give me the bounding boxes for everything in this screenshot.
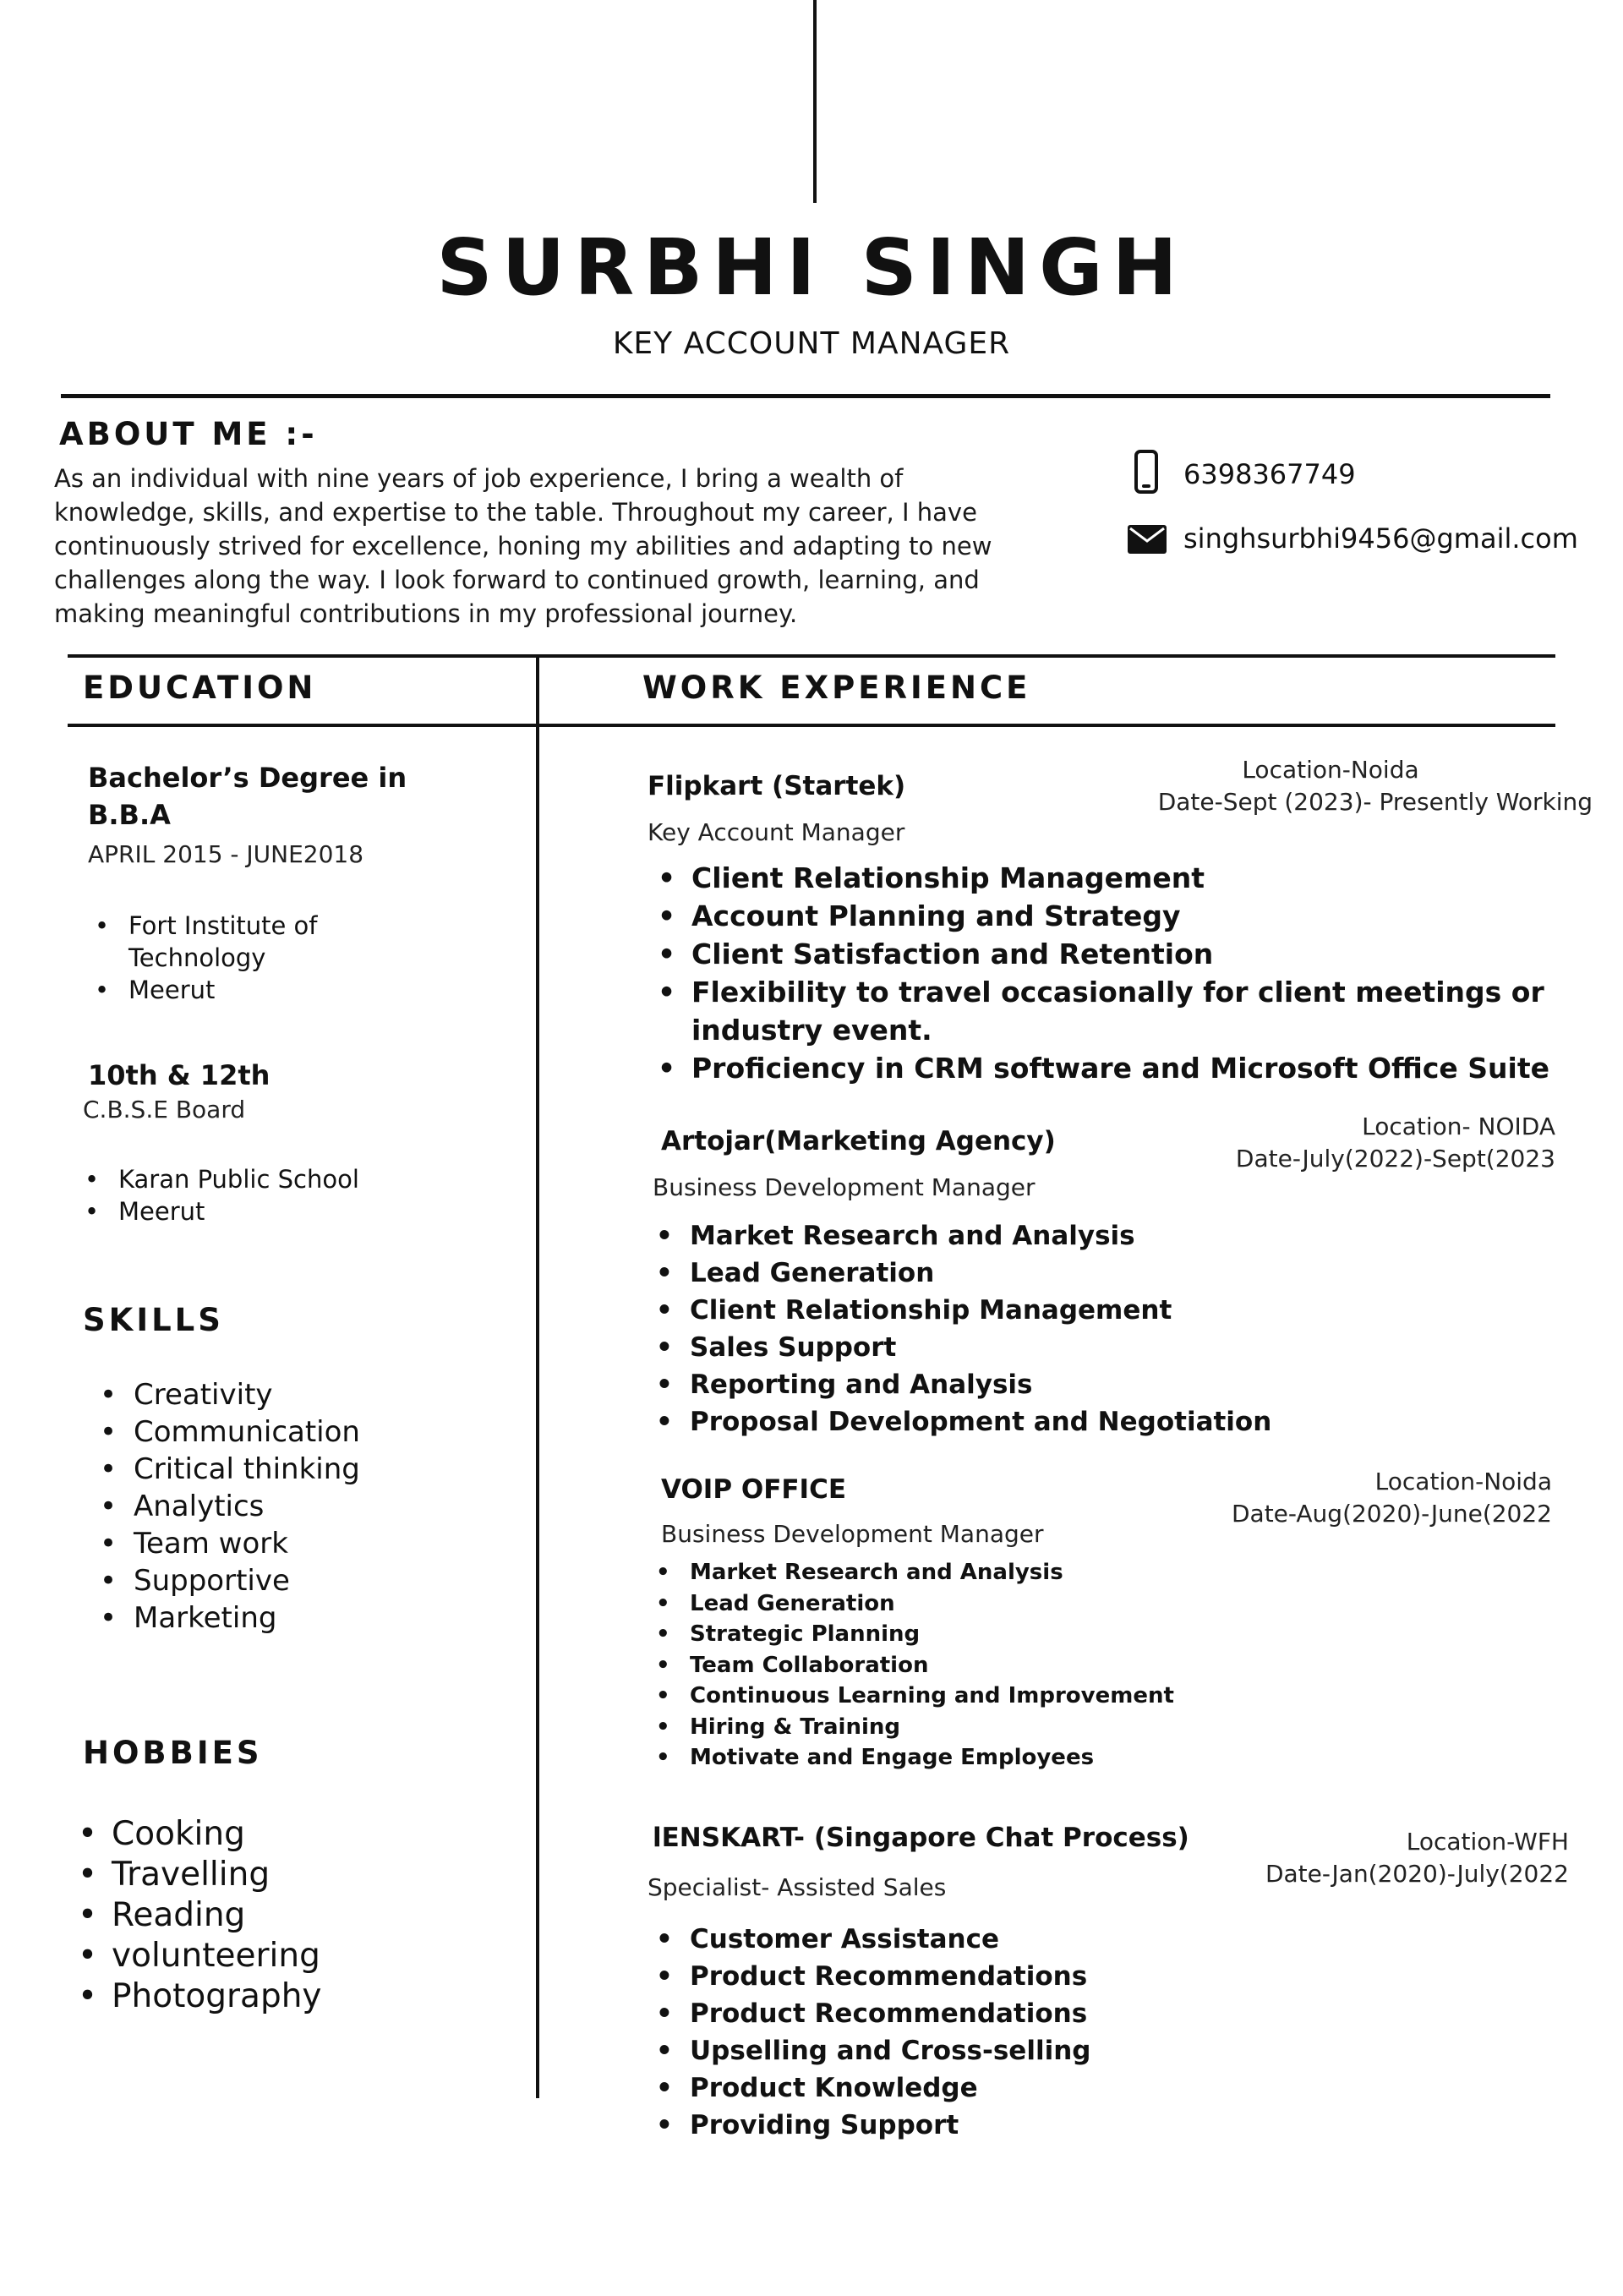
list-item: • Client Relationship Management xyxy=(691,859,1587,897)
hobby-item: • volunteering xyxy=(112,1936,322,1976)
about-line: As an individual with nine years of job experience, I bring a wealth of xyxy=(54,464,904,493)
section-top-divider xyxy=(68,654,1555,658)
list-item: • Customer Assistance xyxy=(690,1921,1535,1958)
skill-item: • Creativity xyxy=(134,1376,360,1413)
list-item: • Lead Generation xyxy=(690,1588,1535,1620)
hobby-item: • Travelling xyxy=(112,1855,322,1895)
list-item: • Product Recommendations xyxy=(690,1958,1535,1995)
list-item: • Market Research and Analysis xyxy=(690,1217,1535,1255)
job-duties xyxy=(690,1921,1535,2144)
about-heading: ABOUT ME :- xyxy=(59,416,318,452)
job-role: Key Account Manager xyxy=(648,818,905,846)
about-line: challenges along the way. I look forward to continued growth, learning, and xyxy=(54,566,980,594)
job-date: Date-Aug(2020)-June(2022 xyxy=(1231,1500,1552,1528)
list-item: • Upselling and Cross-selling xyxy=(690,2032,1535,2069)
skills-heading: SKILLS xyxy=(83,1302,224,1338)
hobby-item: • Cooking xyxy=(112,1814,322,1855)
school-title: 10th & 12th xyxy=(88,1059,270,1091)
job-location-date xyxy=(1068,754,1593,818)
phone-icon xyxy=(1134,450,1158,494)
work-experience-heading: WORK EXPERIENCE xyxy=(642,670,1031,706)
list-item: • Meerut xyxy=(118,1195,359,1227)
top-vertical-line xyxy=(813,0,817,203)
list-item: • Lead Generation xyxy=(690,1255,1535,1292)
header-divider xyxy=(61,394,1550,398)
job-company: lENSKART- (Singapore Chat Process) xyxy=(653,1823,1189,1853)
job-company: Artojar(Marketing Agency) xyxy=(661,1126,1056,1156)
list-item: • Product Knowledge xyxy=(690,2069,1535,2107)
hobby-item: • Photography xyxy=(112,1976,322,2017)
list-item: • Meerut xyxy=(128,974,318,1006)
section-bottom-divider xyxy=(68,724,1555,727)
job-company: Flipkart (Startek) xyxy=(648,771,906,801)
list-item: • Hiring & Training xyxy=(690,1712,1535,1743)
skills-list xyxy=(134,1376,360,1637)
list-item: • Market Research and Analysis xyxy=(690,1557,1535,1588)
job-location: Location-WFH xyxy=(1406,1828,1569,1856)
list-item: • Providing Support xyxy=(690,2107,1535,2144)
skill-item: • Team work xyxy=(134,1525,360,1562)
degree-block xyxy=(88,759,527,868)
list-item: • Fort Institute of xyxy=(128,910,318,942)
about-text xyxy=(54,462,1035,631)
job-location-date xyxy=(1031,1111,1555,1175)
job-date: Date-Jan(2020)-July(2022 xyxy=(1265,1860,1569,1888)
list-item: • Product Recommendations xyxy=(690,1995,1535,2032)
list-item: • Reporting and Analysis xyxy=(690,1366,1535,1403)
job-location: Location-Noida xyxy=(1242,756,1419,784)
hobby-item: • Reading xyxy=(112,1895,322,1936)
list-item: • Proficiency in CRM software and Microsoft Office Suite xyxy=(691,1049,1587,1087)
list-item: • Motivate and Engage Employees xyxy=(690,1742,1535,1774)
job-role: Business Development Manager xyxy=(653,1173,1036,1201)
degree-title: B.B.A xyxy=(88,799,171,831)
list-item: • Flexibility to travel occasionally for client meetings or xyxy=(691,973,1587,1011)
job-location: Location- NOIDA xyxy=(1362,1112,1555,1140)
list-item: • Team Collaboration xyxy=(690,1650,1535,1681)
about-line: continuously strived for excellence, honing my abilities and adapting to new xyxy=(54,532,992,560)
job-location-date xyxy=(1028,1466,1552,1530)
list-item: • Account Planning and Strategy xyxy=(691,897,1587,935)
degree-list xyxy=(128,910,318,1006)
job-date: Date-Sept (2023)- Presently Working xyxy=(1157,788,1593,816)
list-item: • Client Relationship Management xyxy=(690,1292,1535,1329)
job-duties xyxy=(690,1217,1535,1440)
skill-item: • Critical thinking xyxy=(134,1451,360,1488)
job-duties xyxy=(690,1557,1535,1774)
list-item-continued: industry event. xyxy=(691,1014,932,1047)
list-item: • Strategic Planning xyxy=(690,1619,1535,1650)
list-item: • Karan Public School xyxy=(118,1163,359,1195)
degree-title: Bachelor’s Degree in xyxy=(88,762,407,794)
job-role: Business Development Manager xyxy=(661,1520,1044,1548)
job-location: Location-Noida xyxy=(1374,1468,1552,1495)
hobbies-list xyxy=(112,1814,322,2017)
email-address[interactable]: singhsurbhi9456@gmail.com xyxy=(1183,522,1578,555)
list-item: • Continuous Learning and Improvement xyxy=(690,1681,1535,1712)
phone-number[interactable]: 6398367749 xyxy=(1183,458,1356,490)
skill-item: • Supportive xyxy=(134,1562,360,1599)
candidate-name: SURBHI SINGH xyxy=(436,222,1187,313)
column-divider xyxy=(536,656,539,2098)
skill-item: • Marketing xyxy=(134,1599,360,1637)
education-heading: EDUCATION xyxy=(83,670,317,706)
about-line: knowledge, skills, and expertise to the table. Throughout my career, I have xyxy=(54,498,977,527)
list-item: • Sales Support xyxy=(690,1329,1535,1366)
school-board: C.B.S.E Board xyxy=(83,1096,246,1123)
job-title: KEY ACCOUNT MANAGER xyxy=(612,326,1011,361)
about-line: making meaningful contributions in my professional journey. xyxy=(54,599,798,628)
job-company: VOIP OFFICE xyxy=(661,1474,847,1505)
skill-item: • Communication xyxy=(134,1413,360,1451)
degree-dates: APRIL 2015 - JUNE2018 xyxy=(88,840,364,868)
job-duties xyxy=(691,859,1587,1087)
skill-item: • Analytics xyxy=(134,1488,360,1525)
mail-icon xyxy=(1128,525,1167,554)
job-date: Date-July(2022)-Sept(2023 xyxy=(1235,1145,1555,1173)
school-list xyxy=(118,1163,359,1227)
list-item: • Client Satisfaction and Retention xyxy=(691,935,1587,973)
job-role: Specialist- Assisted Sales xyxy=(648,1873,947,1901)
job-location-date xyxy=(1045,1826,1569,1890)
list-item: Technology xyxy=(128,943,266,972)
list-item: • Proposal Development and Negotiation xyxy=(690,1403,1535,1440)
hobbies-heading: HOBBIES xyxy=(83,1735,263,1771)
